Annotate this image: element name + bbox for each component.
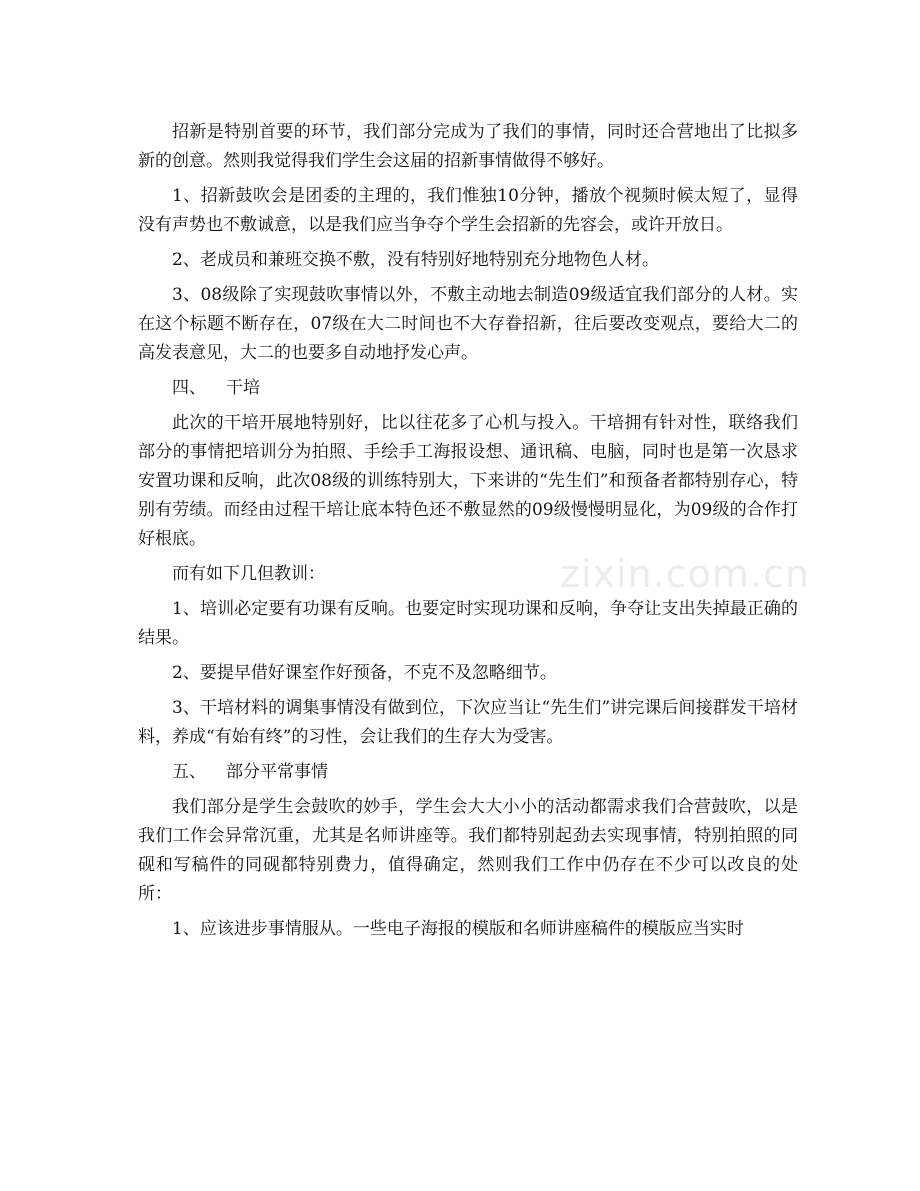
- section-4-title: 干培: [226, 378, 260, 398]
- document-body: [138, 118, 798, 950]
- paragraph-lesson-1: 1、培训必定要有功课有反响。也要定时实现功课和反响，争夺让支出失掉最正确的结果。: [138, 599, 798, 648]
- paragraph-lesson-3: 3、干培材料的调集事情没有做到位，下次应当让“先生们”讲完课后间接群发干培材料，养成“有始有终”的习性，会让我们的生存大为受害。: [138, 698, 798, 747]
- paragraph-daily-work-summary: 我们部分是学生会鼓吹的妙手，学生会大大小小的活动都需求我们合营鼓吹，以是我们工作会异常沉重，尤其是名师讲座等。我们都特别起劲去实现事情，特别拍照的同砚和写稿件的同砚都特别费力，值得确定，然则我们工作中仍存在不少可以改良的处所：: [138, 797, 798, 904]
- section-5-title: 部分平常事情: [226, 762, 328, 782]
- paragraph-recruitment-point-3: 3、08级除了实现鼓吹事情以外，不敷主动地去制造09级适宜我们部分的人材。实在这个标题不断存在，07级在大二时间也不大存眷招新，往后要改变观点，要给大二的高发表意见，大二的也要多自动地抒发心声。: [138, 285, 798, 363]
- paragraph-daily-work-point-1: 1、应该进步事情服从。一些电子海报的模版和名师讲座稿件的模版应当实时: [172, 919, 744, 939]
- section-4-heading: [138, 374, 798, 403]
- paragraph-recruitment-point-2: 2、老成员和兼班交换不敷，没有特别好地特别充分地物色人材。: [172, 250, 659, 270]
- section-4-number: 四、: [172, 378, 206, 398]
- section-5-heading: [138, 758, 798, 787]
- paragraph-recruitment-intro: 招新是特别首要的环节，我们部分完成为了我们的事情，同时还合营地出了比拟多新的创意。然则我觉得我们学生会这届的招新事情做得不够好。: [138, 122, 798, 171]
- paragraph-lessons-intro: 而有如下几但教训：: [172, 564, 325, 584]
- watermark: zixin.com.cn: [560, 552, 810, 596]
- paragraph-lesson-2: 2、要提早借好课室作好预备，不克不及忽略细节。: [172, 663, 557, 683]
- paragraph-recruitment-point-1: 1、招新鼓吹会是团委的主理的，我们惟独10分钟，播放个视频时候太短了，显得没有声势也不敷诚意，以是我们应当争夺个学生会招新的先容会，或许开放日。: [138, 186, 798, 235]
- paragraph-training-summary: 此次的干培开展地特别好，比以往花多了心机与投入。干培拥有针对性，联络我们部分的事情把培训分为拍照、手绘手工海报设想、通讯稿、电脑，同时也是第一次恳求安置功课和反响，此次08级的训练特别大，下来讲的“先生们”和预备者都特别存心，特别有劳绩。而经由过程干培让底本特色还不敷显然的09级慢慢明显化，为09级的合作打好根底。: [138, 413, 798, 549]
- section-5-number: 五、: [172, 762, 206, 782]
